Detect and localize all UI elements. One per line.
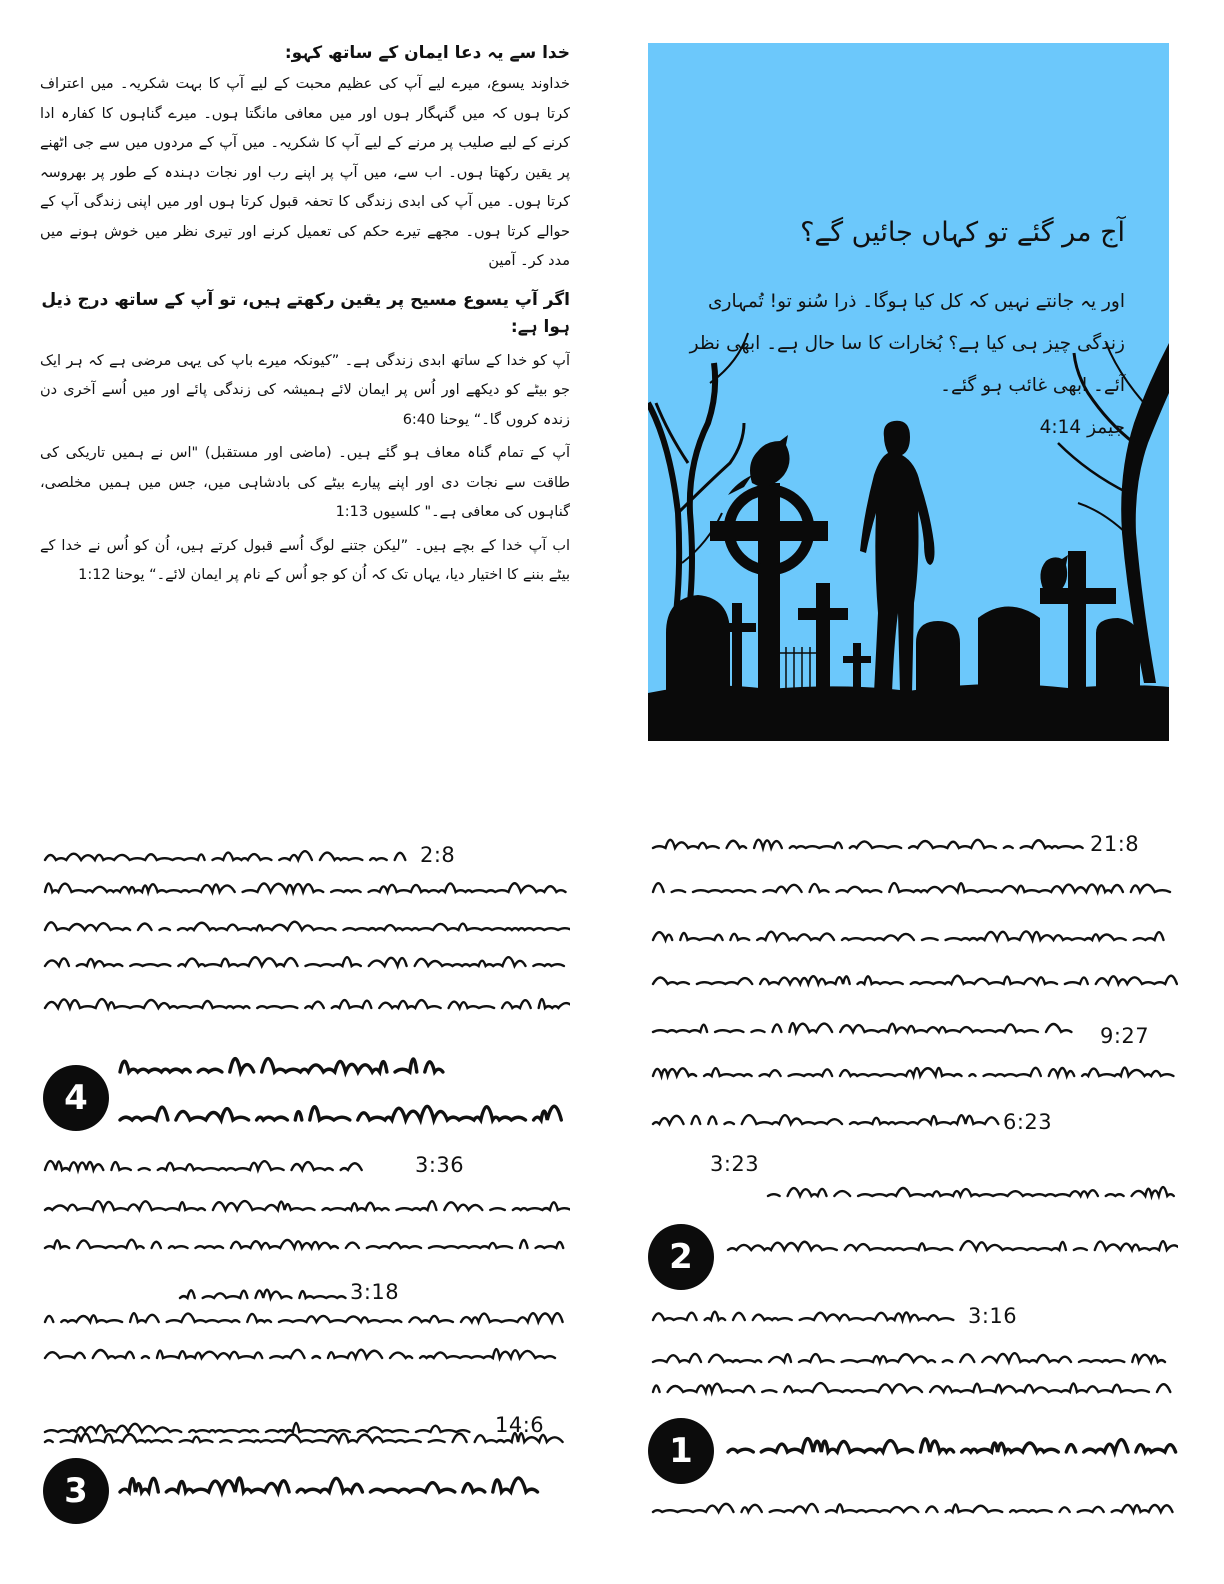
mirrored-script-line [768, 1187, 1178, 1196]
section-number-badge: 3 [43, 1458, 109, 1524]
mirrored-script-line [653, 1068, 1173, 1076]
mirrored-script-lines-left [40, 830, 570, 1560]
reference-label: 3:18 [350, 1280, 400, 1304]
poster-title: آج مر گئے تو کہاں جائیں گے؟ [800, 217, 1125, 249]
section-number-badge: 4 [43, 1065, 109, 1131]
poster-graphic [648, 43, 1169, 741]
section-number-badge: 2 [648, 1224, 714, 1290]
point-sins-forgiven: آپ کے تمام گناہ معاف ہو گئے ہیں۔ (ماضی اور مستقبل) "اس نے ہمیں تاریکی کی طاقت سے نجات دی اور اپنے پیارے بیٹے کی بادشاہی میں، جس میں ہمیں مخلصی، گناہوں کی معافی ہے۔" کلسیوں 1:13 [40, 445, 570, 520]
mirrored-script-line [45, 922, 570, 930]
poster-reference: جیمز 4:14 [1039, 417, 1125, 438]
belief-subheading: اگر آپ یسوع مسیح پر یقین رکھتے ہیں، تو آپ کے ساتھ درج ذیل ہوا ہے: [41, 289, 570, 337]
mirrored-section-left [40, 830, 570, 1560]
mirrored-script-line [45, 851, 405, 860]
reference-label: 3:36 [415, 1153, 465, 1177]
mirrored-script-line [653, 883, 1170, 892]
mirrored-script-line [653, 1312, 953, 1320]
reference-label: 2:8 [420, 843, 456, 867]
mirrored-script-line [653, 1504, 1173, 1512]
reference-label: 3:23 [710, 1152, 760, 1176]
prayer-body: خداوند یسوع، میرے لیے آپ کی عظیم محبت کے لیے آپ کا بہت شکریہ۔ میں اعتراف کرتا ہوں کہ میں گنہگار ہوں اور میں معافی مانگتا ہوں۔ میرے گناہوں کا کفارہ ادا کرنے کے لیے صلیب پر مرنے کے لیے آپ کا شکریہ۔ میں آپ کے مردوں میں سے جی اٹھنے پر یقین رکھتا ہوں۔ اب سے، میں آپ پر اپنے رب اور نجات دہندہ کے طور پر بھروسہ کرتا ہوں۔ میں آپ کی ابدی زندگی کا تحفہ قبول کرتا ہوں اور میں اپنی زندگی آپ کے حوالے کرتا ہوں۔ مجھے تیرے حکم کی تعمیل کرنے اور تیری نظر میں خوش ہونے میں مدد کر۔ آمین [40, 76, 570, 269]
prayer-heading: خدا سے یہ دعا ایمان کے ساتھ کہو: [284, 43, 570, 63]
mirrored-script-line [653, 931, 1172, 940]
mirrored-script-line [653, 840, 1083, 848]
section-number-badge: 1 [648, 1418, 714, 1484]
prayer-panel [40, 40, 570, 750]
point-eternal-life: آپ کو خدا کے ساتھ ابدی زندگی ہے۔ ”کیونکہ میرے باپ کی یہی مرضی ہے کہ ہر ایک جو بیٹے کو دیکھے اور اُس پر ایمان لائے ہمیشہ کی زندگی پائے اور میں اُسے آخری دن زندہ کروں گا۔“ یوحنا 6:40 [40, 352, 570, 428]
reference-label: 9:27 [1100, 1024, 1150, 1048]
mirrored-script-line [45, 1423, 469, 1432]
mirrored-script-line [45, 999, 570, 1008]
mirrored-script-line [120, 1059, 451, 1072]
mirrored-script-line [653, 1383, 1170, 1392]
reference-label: 14:6 [495, 1413, 545, 1437]
poster-verse-text: اور یہ جانتے نہیں کہ کل کیا ہوگا۔ ذرا سُنو تو! تُمہاری زندگی چیز ہی کیا ہے؟ بُخارات کا سا حال ہے۔ ابھی نظر آئے۔ ابھی غائب ہو گئے۔ [689, 291, 1125, 396]
mirrored-script-line [653, 1023, 1079, 1032]
mirrored-script-line [653, 1353, 1173, 1362]
mirrored-script-line [728, 1439, 1176, 1452]
point-child-of-god: اب آپ خدا کے بچے ہیں۔ ”لیکن جتنے لوگ اُسے قبول کرتے ہیں، اُن کو اُس نے خدا کے بیٹے بننے کا اختیار دیا، یہاں تک کہ اُن کو جو اُس کے نام پر ایمان لائے۔“ یوحنا 1:12 [40, 537, 570, 583]
mirrored-script-line [120, 1106, 561, 1120]
mirrored-script-line [45, 957, 564, 966]
mirrored-section-right [648, 822, 1178, 1552]
reference-label: 3:16 [968, 1304, 1018, 1328]
mirrored-script-line [45, 1201, 570, 1210]
mirrored-script-line [45, 883, 570, 892]
mirrored-script-lines-right [648, 822, 1178, 1552]
mirrored-script-line [45, 1313, 563, 1322]
mirrored-script-line [45, 1161, 362, 1170]
poster-verse [685, 219, 1125, 449]
mirrored-script-line [180, 1290, 345, 1298]
mirrored-script-line [653, 1115, 998, 1124]
mirrored-script-line [45, 1349, 563, 1358]
mirrored-script-line [120, 1478, 538, 1492]
mirrored-script-line [45, 1433, 570, 1442]
reference-label: 6:23 [1003, 1110, 1053, 1134]
mirrored-script-line [653, 976, 1177, 984]
reference-label: 21:8 [1090, 832, 1140, 856]
mirrored-script-line [45, 1240, 563, 1248]
mirrored-script-line [728, 1241, 1178, 1250]
